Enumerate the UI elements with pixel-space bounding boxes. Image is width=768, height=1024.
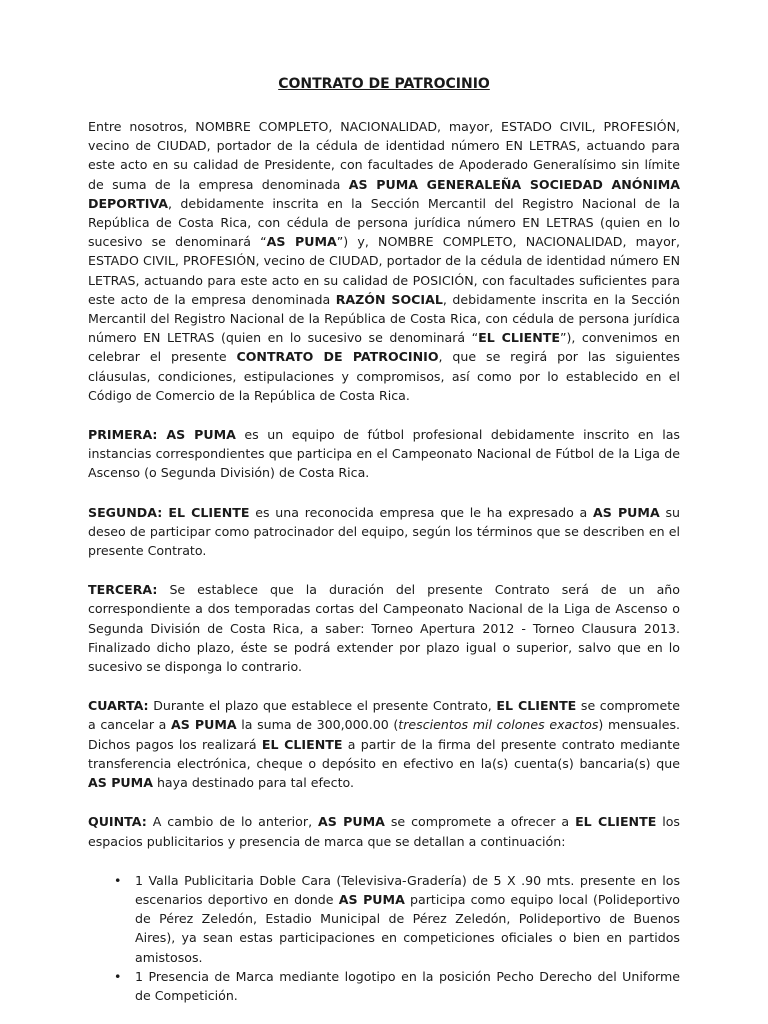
clause-segunda [88, 503, 680, 561]
paragraph-text-run: RAZÓN SOCIAL [335, 291, 443, 307]
clause-quinta [88, 812, 680, 850]
paragraph-text-run: PRIMERA: AS PUMA [88, 427, 236, 443]
paragraph-text-run: EL CLIENTE [575, 814, 657, 830]
paragraph-text-run: , debidamente inscrita en la Sección Mercantil del Registro Nacional de la República de Costa Rica, con cédula de persona jurídica número EN LETRAS (quien en lo sucesivo se denominará “ [88, 291, 680, 346]
paragraph-text-run: AS PUMA [171, 717, 237, 733]
paragraph-text-run: QUINTA: [88, 814, 147, 830]
paragraph-text-run: es un equipo de fútbol profesional debidamente inscrito en las instancias correspondientes que participa en el Campeonato Nacional de Fútbol de la Liga de Ascenso (o Segunda División) de Costa Rica. [88, 427, 680, 481]
bullet-text-run: participa como equipo local (Polideportivo de Pérez Zeledón, Estadio Municipal de Pérez Zeledón, Polideportivo de Buenos Aires), ya sean estas participaciones en competiciones oficiales o bien en partidos amistosos. [135, 891, 680, 965]
paragraph-text-run: los espacios publicitarios y presencia de marca que se detallan a continuación: [88, 814, 680, 849]
bullet-icon: • [114, 968, 122, 984]
paragraph-text-run: , que se regirá por las siguientes cláusulas, condiciones, estipulaciones y compromisos, así como por lo establecido en el Código de Comercio de la República de Costa Rica. [88, 349, 680, 403]
document-title: CONTRATO DE PATROCINIO [278, 76, 490, 92]
paragraph-text-run: la suma de 300,000.00 ( [236, 717, 399, 733]
paragraph-text-run: Durante el plazo que establece el presente Contrato, [148, 698, 497, 714]
paragraph-text-run: AS PUMA [593, 504, 660, 520]
paragraph-text-run: su deseo de participar como patrocinador del equipo, según los términos que se describen en el presente Contrato. [88, 504, 681, 559]
paragraph-text-run: SEGUNDA: EL CLIENTE [88, 504, 250, 520]
paragraph-text-run: ) mensuales. Dichos pagos los realizará [88, 717, 681, 752]
clauses [88, 117, 680, 851]
paragraph-text-run: es una reconocida empresa que le ha expresado a [249, 504, 593, 520]
paragraph-text-run: CUARTA: [88, 698, 149, 714]
paragraph-text-run: AS PUMA [318, 814, 385, 830]
paragraph-text-run: TERCERA: [88, 582, 158, 598]
clause-primera [88, 425, 680, 483]
paragraph-text-run: a partir de la firma del presente contrato mediante transferencia electrónica, cheque o depósito en efectivo en la(s) cuenta(s) bancaria(s) que [88, 736, 680, 771]
paragraph-text-run: AS PUMA GENERALEÑA SOCIEDAD ANÓNIMA DEPORTIVA [88, 176, 680, 211]
paragraph-text-run: A cambio de lo anterior, [146, 814, 319, 830]
clause-cuarta [88, 696, 680, 792]
paragraph-text-run: AS PUMA [266, 234, 337, 250]
paragraph-text-run: Se establece que la duración del presente Contrato será de un año correspondiente a dos temporadas cortas del Campeonato Nacional de la Liga de Ascenso o Segunda División de Costa Rica, a saber: Torneo Apertura 2012 - Torneo Clausura 2013. Finalizado dicho plazo, éste se podrá extender por plazo igual o superior, salvo que en lo sucesivo se disponga lo contrario. [88, 582, 680, 675]
paragraph-text-run: ”), convenimos en celebrar el presente [88, 330, 680, 365]
paragraph-text-run: AS PUMA [88, 775, 153, 791]
paragraph-text-run: haya destinado para tal efecto. [152, 775, 355, 791]
paragraph-intro [88, 117, 680, 405]
bullet-text-run: AS PUMA [338, 891, 405, 907]
paragraph-text-run: trescientos mil colones exactos [398, 717, 599, 733]
paragraph-text-run: , debidamente inscrita en la Sección Mercantil del Registro Nacional de la República de Costa Rica, con cédula de persona jurídica número EN LETRAS (quien en lo sucesivo se denominará “ [88, 195, 680, 250]
bullet-item [114, 967, 680, 1005]
paragraph-text-run: EL CLIENTE [261, 736, 343, 752]
bullet-text-run: 1 Presencia de Marca mediante logotipo en la posición Pecho Derecho del Uniforme de Competición. [135, 968, 680, 1003]
clause-tercera [88, 580, 680, 676]
paragraph-text-run: se compromete a ofrecer a [384, 814, 576, 830]
bullet-list [88, 871, 680, 1005]
paragraph-text-run: se compromete a cancelar a [88, 698, 680, 733]
paragraph-text-run: CONTRATO DE PATROCINIO [236, 349, 439, 365]
bullet-text-run: 1 Valla Publicitaria Doble Cara (Televisiva-Gradería) de 5 X .90 mts. presente en los escenarios deportivo en donde [135, 872, 680, 907]
bullet-icon: • [114, 872, 122, 888]
paragraph-text-run: EL CLIENTE [496, 698, 577, 714]
bullet-item [114, 871, 680, 967]
bullet-text [135, 873, 680, 965]
paragraph-text-run: ”) y, NOMBRE COMPLETO, NACIONALIDAD, mayor, ESTADO CIVIL, PROFESIÓN, vecino de CIUDAD, portador de la cédula de identidad número EN LETRAS, actuando para este acto en su calidad de POSICIÓN, con facultades suficientes para este acto de la empresa denominada [88, 234, 680, 307]
paragraph-text-run: EL CLIENTE [478, 330, 560, 346]
paragraph-text-run: Entre nosotros, NOMBRE COMPLETO, NACIONALIDAD, mayor, ESTADO CIVIL, PROFESIÓN, vecino de CIUDAD, portador de la cédula de identidad número EN LETRAS, actuando para este acto en su calidad de Presidente, con facultades de Apoderado Generalísimo sin límite de suma de la empresa denominada [88, 119, 680, 192]
bullet-text [135, 969, 680, 1003]
